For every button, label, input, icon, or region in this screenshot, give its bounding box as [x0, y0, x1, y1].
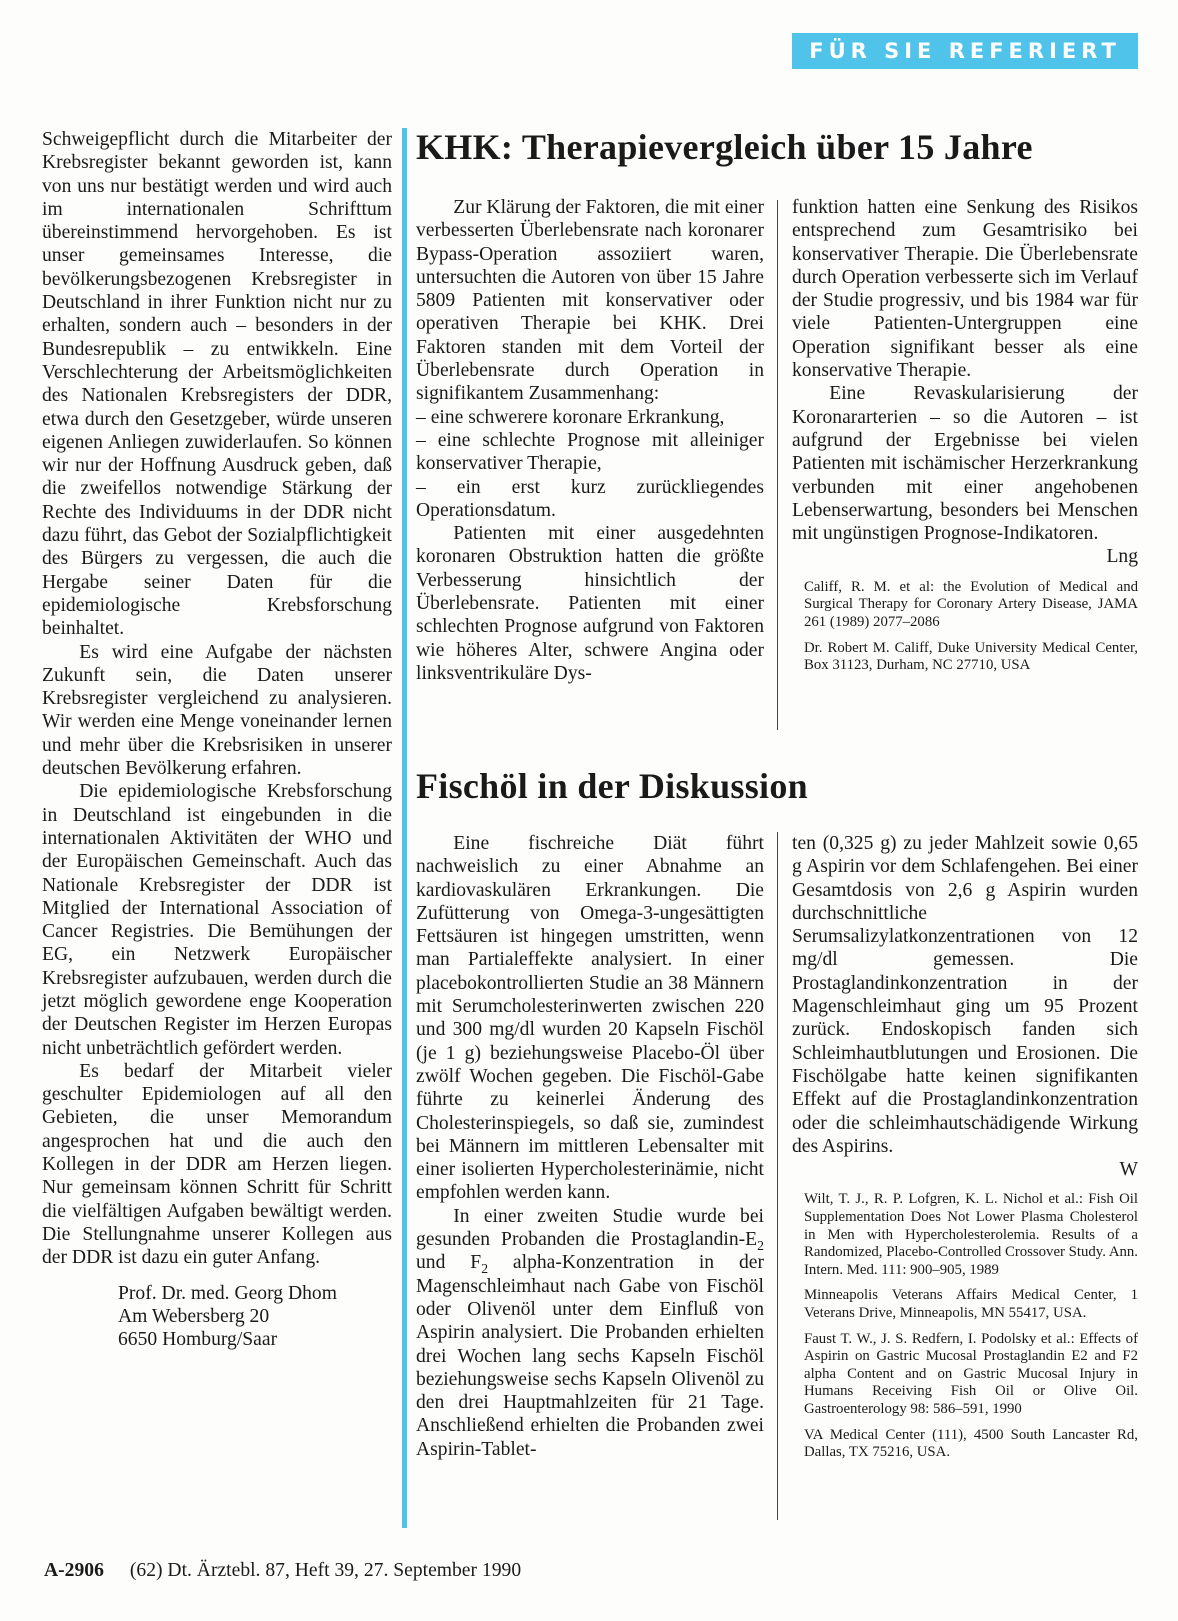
article1-list-item: – ein erst kurz zurückliegendes Operationsdatum.	[416, 476, 764, 521]
article1-list-item: – eine schwerere koronare Erkrankung,	[416, 406, 725, 428]
column-divider	[777, 832, 778, 1520]
article1-list-item: – eine schlechte Prognose mit alleiniger konservativer Therapie,	[416, 429, 764, 475]
article1-paragraph: Eine Revaskularisierung der Koronararterien – so die Autoren – ist aufgrund der Ergebnisse bei vielen Patienten mit ischämischer Herzerkrankung verbunden mit einer angehobenen Lebenserwartung, besonders bei Menschen mit ungünstigen Prognose-Indikatoren.	[792, 383, 1138, 545]
column-divider	[777, 200, 778, 730]
letter-paragraph: Es wird eine Aufgabe der nächsten Zukunft sein, die Daten unserer Krebsregister vergleichend zu analysieren. Wir werden eine Menge voneinander lernen und mehr über die Krebsrisiken in unserer deutschen Bevölkerung erfahren.	[42, 641, 392, 780]
article2-references	[792, 1191, 1138, 1461]
article1-column-left	[416, 196, 764, 685]
letter-paragraph: Schweigepflicht durch die Mitarbeiter der Krebsregister bekannt geworden ist, kann von uns nur bestätigt werden und wird auch im internationalen Schrifttum übereinstimmend hervorgehoben. Es ist unser gemeinsames Interesse, die bevölkerungsbezogenen Krebsregister in Deutschland in ihrer Funktion nicht nur zu erhalten, sondern auch – besonders in der Bundesrepublik – zu entwikkeln. Eine Verschlechterung der Arbeitsmöglichkeiten des Nationalen Krebsregisters der DDR, etwa durch den Gesetzgeber, würde unseren eigenen Anliegen zuwiderlaufen. So können wir nur der Hoffnung Ausdruck geben, daß die zweifellos notwendige Stärkung der Rechte des Individuums in der DDR nicht dazu führt, das Gebot der Sozialpflichtigkeit des Bürgers zu vergessen, die auch die Hergabe seiner Daten für die epidemiologische Krebsforschung beinhaltet.	[42, 129, 392, 640]
article1-paragraph: funktion hatten eine Senkung des Risikos entsprechend zum Gesamtrisiko bei konservativer Therapie. Die Überlebensrate durch Operation verbesserte sich im Verlauf der Studie progressiv, und bis 1984 war für viele Patienten-Untergruppen eine Operation signifikant besser als eine konservative Therapie.	[792, 197, 1138, 382]
letter-column	[42, 128, 392, 1351]
letter-paragraph: Es bedarf der Mitarbeit vieler geschulter Epidemiologen auf all den Gebieten, die unser Memorandum angesprochen hat und die auch den Kollegen in der DDR am Herzen liegen. Nur gemeinsam können Schritt für Schritt die vielfältigen Aufgaben bewältigt werden. Die Stellungnahme unserer Kollegen aus der DDR ist dazu ein guter Anfang.	[42, 1060, 392, 1269]
letter-paragraph: Die epidemiologische Krebsforschung in Deutschland ist eingebunden in die internationalen Aktivitäten der WHO und der Europäischen Gemeinschaft. Auch das Nationale Krebsregister der DDR ist Mitglied der International Association of Cancer Registries. Die Bemühungen der EG, ein Netzwerk Europäischer Krebsregister aufzubauen, werden durch die jetzt möglich gewordene enge Kooperation der Deutschen Register im Herzen Europas nicht unbeträchtlich gefördert werden.	[42, 781, 392, 1059]
page-number: A-2906	[44, 1560, 104, 1581]
article1-references	[792, 579, 1138, 675]
accent-divider	[402, 128, 407, 1528]
article2-paragraph: ten (0,325 g) zu jeder Mahlzeit sowie 0,65 g Aspirin vor dem Schlafengehen. Bei einer Gesamtdosis von 2,6 g Aspirin wurden durchschnittliche Serumsalizylatkonzentrationen von 12 mg/dl gemessen. Die Prostaglandinkonzentration in der Magenschleimhaut ging um 95 Prozent zurück. Endoskopisch fanden sich Schleimhautblutungen und Erosionen. Die Fischölgabe hatte keinen signifikanten Effekt auf die Prostaglandinkonzentration oder die schleimhautschädigende Wirkung des Aspirins.	[792, 833, 1138, 1157]
signature-street: Am Webersberg 20	[118, 1305, 270, 1327]
article1-reference: Califf, R. M. et al: the Evolution of Medical and Surgical Therapy for Coronary Artery Disease, JAMA 261 (1989) 2077–2086	[804, 578, 1138, 630]
article1-title: KHK: Therapievergleich über 15 Jahre	[416, 127, 1033, 167]
article2-paragraph: Eine fischreiche Diät führt nachweislich zu einer Abnahme an kardiovaskulären Erkrankungen. Die Zufütterung von Omega-3-ungesättigten Fettsäuren ist hingegen umstritten, wenn man Partialeffekte analysiert. In einer placebokontrollierten Studie an 38 Männern mit Serumcholesterinwerten zwischen 220 und 300 mg/dl wurden 20 Kapseln Fischöl (je 1 g) beziehungsweise Placebo-Öl über zwölf Wochen gegeben. Die Fischöl-Gabe führte zu keinerlei Änderung des Cholesterinspiegels, so daß sie, zumindest bei Männern im mittleren Lebensalter mit einer isolierten Hypercholesterinämie, nicht empfohlen werden kann.	[416, 833, 764, 1204]
article2-column-right	[792, 832, 1138, 1470]
article1-column-right	[792, 196, 1138, 683]
article1-intro: Zur Klärung der Faktoren, die mit einer verbesserten Überlebensrate nach koronarer Bypass-Operation assoziiert waren, untersuchten die Autoren von über 15 Jahre 5809 Patienten mit konservativer oder operativen Therapie bei KHK. Drei Faktoren standen mit dem Vorteil der Überlebensrate durch Operation in signifikantem Zusammenhang:	[416, 197, 764, 405]
signature-name: Prof. Dr. med. Georg Dhom	[118, 1282, 337, 1304]
article2-reference: Faust T. W., J. S. Redfern, I. Podolsky et al.: Effects of Aspirin on Gastric Mucosal Prostaglandin E2 and F2 alpha Content and on Gastric Mucosal Injury in Humans Receiving Fish Oil or Olive Oil. Gastroenterology 98: 586–591, 1990	[804, 1330, 1138, 1417]
page-footer	[44, 1560, 521, 1582]
section-banner: FÜR SIE REFERIERT	[792, 33, 1138, 69]
article2-author: W	[1119, 1159, 1138, 1181]
article2-column-left	[416, 832, 764, 1461]
article2-reference: Wilt, T. J., R. P. Lofgren, K. L. Nichol et al.: Fish Oil Supplementation Does Not Lower Plasma Cholesterol in Men with Hypercholesterolemia. Results of a Randomized, Placebo-Controlled Crossover Study. Ann. Intern. Med. 111: 900–905, 1989	[804, 1191, 1138, 1278]
article2-paragraph: In einer zweiten Studie wurde bei gesunden Probanden die Prostaglandin-$E_2$ und $F_2$ alpha-Konzentration in der Magenschleimhaut nach Gabe von Fischöl oder Olivenöl unter dem Einfluß von Aspirin analysiert. Die Probanden erhielten drei Wochen lang sechs Kapseln Fischöl beziehungsweise sechs Kapseln Olivenöl zu den drei Hauptmahlzeiten für 21 Tage. Anschließend erhielten die Probanden zwei Aspirin-Tablet-	[416, 1205, 765, 1460]
article1-address: Dr. Robert M. Califf, Duke University Medical Center, Box 31123, Durham, NC 27710, USA	[804, 639, 1138, 674]
journal-citation: (62) Dt. Ärztebl. 87, Heft 39, 27. September 1990	[129, 1560, 522, 1581]
signature-city: 6650 Homburg/Saar	[118, 1329, 278, 1351]
article2-address: VA Medical Center (111), 4500 South Lancaster Rd, Dallas, TX 75216, USA.	[804, 1426, 1138, 1461]
letter-signature	[42, 1282, 392, 1352]
article1-author: Lng	[1106, 546, 1138, 568]
article2-address: Minneapolis Veterans Affairs Medical Center, 1 Veterans Drive, Minneapolis, MN 55417, USA.	[804, 1287, 1138, 1322]
article1-paragraph: Patienten mit einer ausgedehnten koronaren Obstruktion hatten die größte Verbesserung hinsichtlich der Überlebensrate. Patienten mit einer schlechten Prognose aufgrund von Faktoren wie höheres Alter, schwere Angina oder linksventrikuläre Dys-	[416, 523, 764, 684]
article2-title: Fischöl in der Diskussion	[416, 766, 808, 806]
